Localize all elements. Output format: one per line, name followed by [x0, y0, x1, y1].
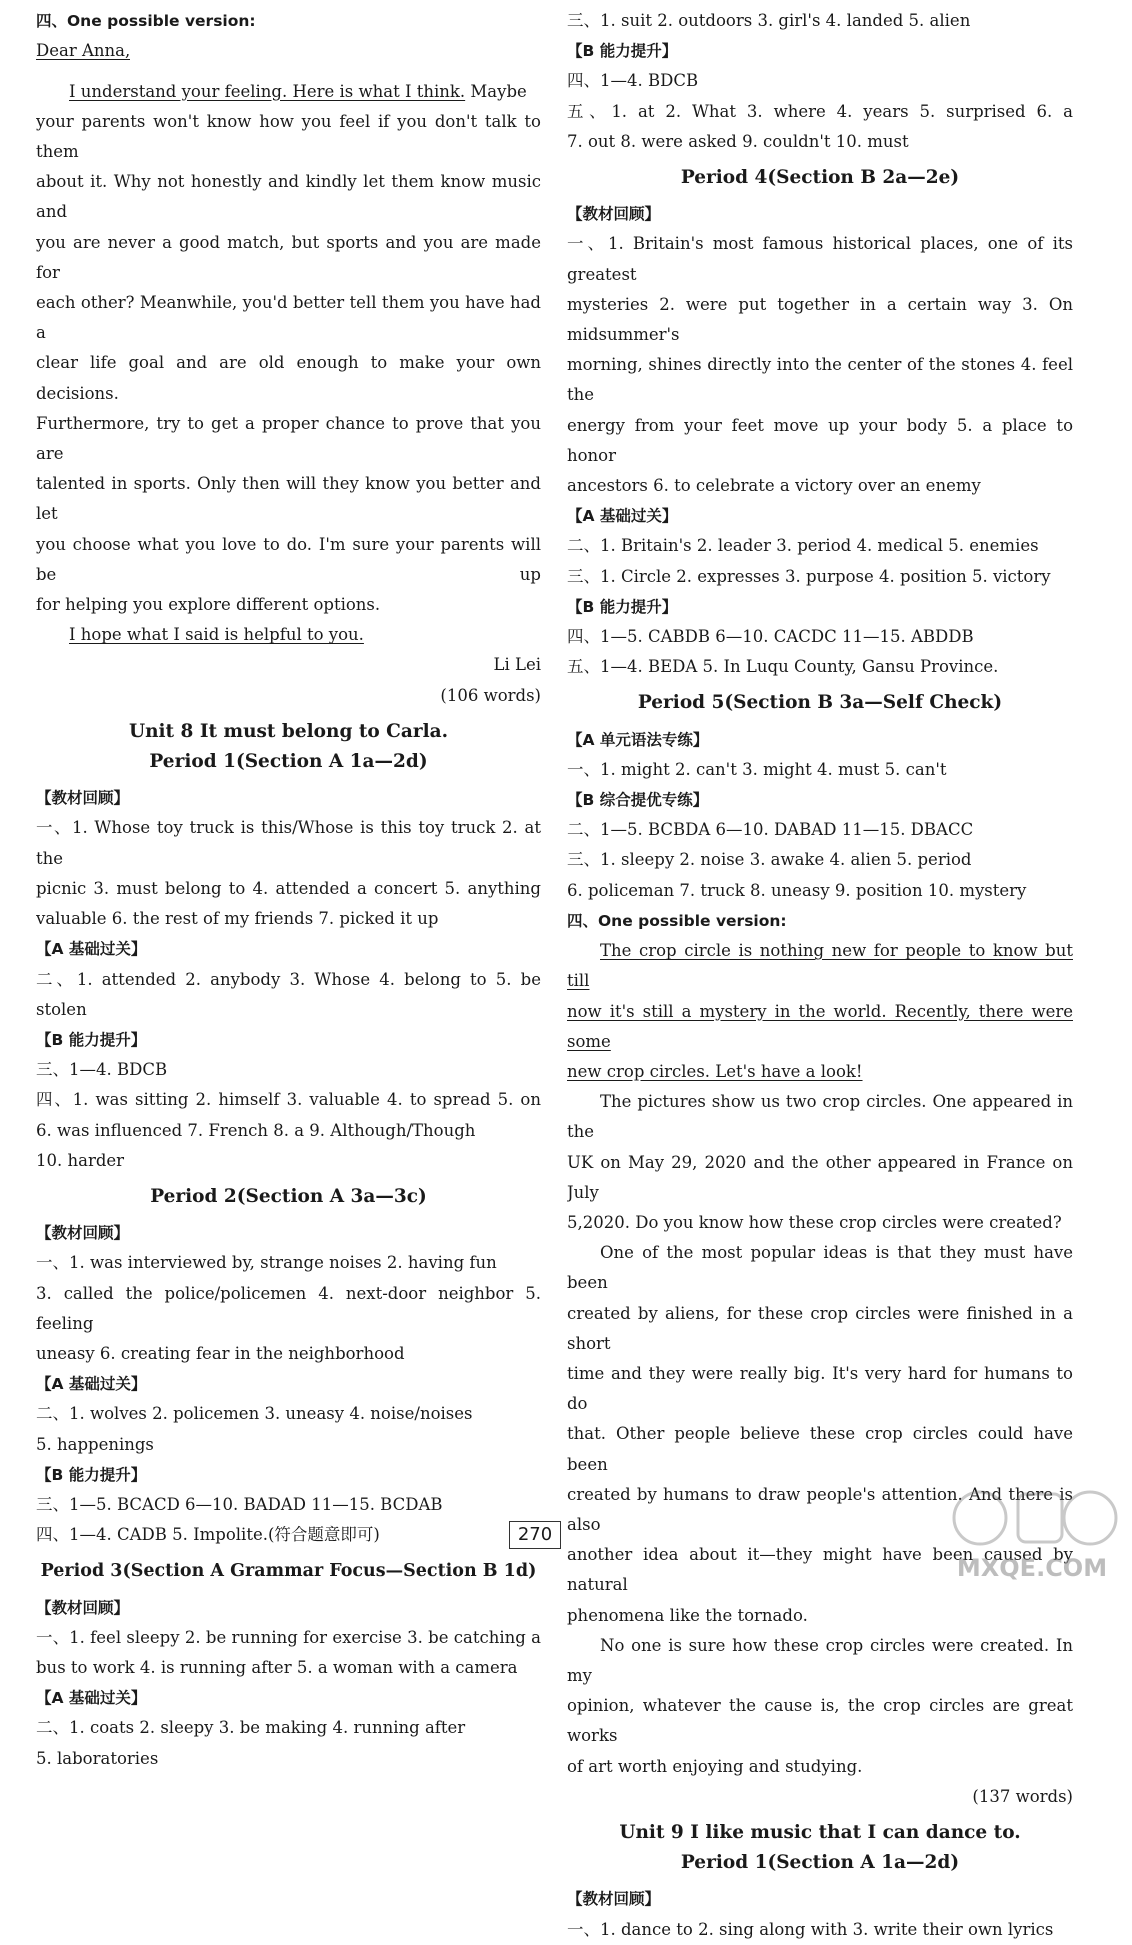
essay-line: about it. Why not honestly and kindly let them know music and: [36, 172, 541, 222]
essay-line: No one is sure how these crop circles were created. In my: [567, 1635, 1073, 1685]
answer-line: 二、1. coats 2. sleepy 3. be making 4. running after: [36, 1718, 466, 1738]
answer-line: 四、1—5. CABDB 6—10. CACDC 11—15. ABDDB: [567, 627, 974, 647]
answer-line: picnic 3. must belong to 4. attended a concert 5. anything: [36, 878, 541, 898]
section-tag: 【A 单元语法专练】: [567, 730, 709, 749]
salutation: Dear Anna,: [36, 41, 131, 61]
word-count: (137 words): [972, 1786, 1073, 1806]
answer-line: 二、1. Britain's 2. leader 3. period 4. medical 5. enemies: [567, 536, 1039, 556]
answer-line: 五、1—4. BEDA 5. In Luqu County, Gansu Province.: [567, 657, 999, 677]
essay-heading: 四、One possible version:: [36, 12, 256, 30]
essay-line: One of the most popular ideas is that they must have been: [567, 1243, 1073, 1293]
section-tag: 【教材回顾】: [567, 1890, 661, 1909]
period-title: Period 5(Section B 3a—Self Check): [637, 692, 1003, 714]
watermark-circle-icon: [1064, 1492, 1116, 1544]
essay-line: opinion, whatever the cause is, the crop circles are great works: [567, 1696, 1073, 1746]
essay-line: 5,2020. Do you know how these crop circles were created?: [567, 1212, 1062, 1232]
answer-line: 二、1. wolves 2. policemen 3. uneasy 4. noise/noises: [36, 1404, 473, 1424]
essay-line: your parents won't know how you feel if you don't talk to them: [36, 111, 541, 162]
essay-line: UK on May 29, 2020 and the other appeared in France on July: [567, 1152, 1073, 1202]
period-title: Period 1(Section A 1a—2d): [680, 1852, 960, 1874]
answer-line: 一、1. was interviewed by, strange noises 2. having fun: [36, 1253, 497, 1273]
essay-line: The crop circle is nothing new for people to know but till: [567, 941, 1073, 991]
period-title: Period 2(Section A 3a—3c): [150, 1185, 427, 1207]
answer-line: energy from your feet move up your body 5. a place to honor: [567, 415, 1073, 465]
answer-line: 三、1. suit 2. outdoors 3. girl's 4. landed 5. alien: [567, 11, 971, 30]
period-title: Period 1(Section A 1a—2d): [149, 751, 428, 773]
answer-line: valuable 6. the rest of my friends 7. picked it up: [36, 909, 439, 929]
essay-line: you are never a good match, but sports and you are made for: [36, 232, 541, 282]
period-title: Period 4(Section B 2a—2e): [680, 167, 960, 189]
section-tag: 【B 能力提升】: [567, 597, 678, 616]
essay-line: The pictures show us two crop circles. One appeared in the: [567, 1092, 1073, 1142]
answer-line: 7. out 8. were asked 9. couldn't 10. must: [567, 131, 909, 151]
period-title: Period 3(Section A Grammar Focus—Section B 1d): [40, 1561, 537, 1582]
answer-line: 五、1. at 2. What 3. where 4. years 5. surprised 6. a: [567, 101, 1073, 121]
essay-line: created by aliens, for these crop circles were finished in a short: [567, 1303, 1073, 1353]
essay-closing: I hope what I said is helpful to you.: [69, 625, 364, 645]
word-count: (106 words): [440, 685, 541, 705]
right-column: [567, 6, 1073, 1945]
watermark-box-icon: [1018, 1494, 1062, 1542]
watermark-circle-icon: [954, 1492, 1006, 1544]
answer-line: 一、1. feel sleepy 2. be running for exercise 3. be catching a: [36, 1627, 541, 1647]
answer-line: 四、1—4. BDCB: [567, 71, 699, 91]
essay-line: you choose what you love to do. I'm sure your parents will be up: [36, 534, 541, 584]
page-number: 270: [509, 1521, 561, 1549]
essay-line: that. Other people believe these crop circles could have been: [567, 1424, 1073, 1474]
answer-line: stolen: [36, 999, 87, 1019]
watermark-logo: [940, 1478, 1125, 1588]
essay-line: each other? Meanwhile, you'd better tell them you have had a: [36, 293, 541, 343]
answer-line: 10. harder: [36, 1150, 125, 1170]
answer-line: 5. laboratories: [36, 1748, 159, 1768]
section-tag: 【教材回顾】: [36, 1598, 130, 1617]
section-tag: 【A 基础过关】: [567, 507, 678, 526]
answer-line: 5. happenings: [36, 1434, 154, 1454]
answer-line: ancestors 6. to celebrate a victory over an enemy: [567, 476, 981, 496]
essay-line: clear life goal and are old enough to make your own decisions.: [36, 353, 541, 403]
section-tag: 【B 能力提升】: [567, 42, 678, 61]
answer-line: 二、1. attended 2. anybody 3. Whose 4. belong to 5. be: [36, 969, 541, 989]
answer-line: 6. was influenced 7. French 8. a 9. Although/Though: [36, 1120, 476, 1140]
essay-line: Furthermore, try to get a proper chance to prove that you are: [36, 413, 541, 464]
section-tag: 【A 基础过关】: [36, 1375, 147, 1394]
essay-line: new crop circles. Let's have a look!: [567, 1061, 863, 1081]
section-tag: 【教材回顾】: [36, 1224, 130, 1243]
answer-line: 三、1. Circle 2. expresses 3. purpose 4. position 5. victory: [567, 566, 1051, 586]
unit-title: Unit 8 It must belong to Carla.: [128, 720, 449, 742]
answer-line: 一、1. dance to 2. sing along with 3. write their own lyrics: [567, 1919, 1054, 1939]
answer-line: 一、1. might 2. can't 3. might 4. must 5. can't: [567, 759, 947, 779]
essay-line: now it's still a mystery in the world. Recently, there were some: [567, 1001, 1073, 1051]
section-tag: 【教材回顾】: [36, 789, 130, 808]
essay-heading: 四、One possible version:: [567, 911, 787, 930]
answer-line: mysteries 2. were put together in a certain way 3. On midsummer's: [567, 294, 1073, 345]
watermark-text: MXQE.COM: [956, 1554, 1108, 1582]
answer-line: 三、1—5. BCACD 6—10. BADAD 11—15. BCDAB: [36, 1494, 443, 1514]
section-tag: 【A 基础过关】: [36, 1689, 147, 1708]
essay-first-line: I understand your feeling. Here is what I think. Maybe: [69, 81, 527, 101]
answer-line: uneasy 6. creating fear in the neighborhood: [36, 1343, 405, 1363]
answer-line: morning, shines directly into the center of the stones 4. feel the: [567, 355, 1073, 405]
answer-line: bus to work 4. is running after 5. a woman with a camera: [36, 1657, 518, 1677]
answer-line: 三、1. sleepy 2. noise 3. awake 4. alien 5. period: [567, 850, 972, 870]
essay-line: for helping you explore different options.: [36, 595, 381, 615]
essay-line: created by humans to draw people's attention. And there is also: [567, 1484, 1073, 1534]
answer-line: 6. policeman 7. truck 8. uneasy 9. position 10. mystery: [567, 880, 1027, 900]
essay-line: phenomena like the tornado.: [567, 1605, 808, 1625]
answer-line: 二、1—5. BCBDA 6—10. DABAD 11—15. DBACC: [567, 820, 974, 840]
essay-line: talented in sports. Only then will they know you better and let: [36, 474, 541, 524]
essay-line: time and they were really big. It's very hard for humans to do: [567, 1363, 1073, 1414]
section-tag: 【教材回顾】: [567, 205, 661, 224]
left-column: [36, 6, 541, 1774]
essay-line: another idea about it—they might have been caused by natural: [567, 1545, 1073, 1595]
signature: Li Lei: [493, 655, 541, 675]
answer-line: 三、1—4. BDCB: [36, 1060, 168, 1080]
answer-line: 四、1. was sitting 2. himself 3. valuable 4. to spread 5. on: [36, 1090, 541, 1110]
unit-title: Unit 9 I like music that I can dance to.: [619, 1821, 1021, 1843]
answer-line: 一、1. Whose toy truck is this/Whose is this toy truck 2. at the: [36, 818, 541, 868]
section-tag: 【B 能力提升】: [36, 1030, 147, 1049]
answer-line: 3. called the police/policemen 4. next-door neighbor 5. feeling: [36, 1283, 541, 1333]
section-tag: 【B 能力提升】: [36, 1465, 147, 1484]
answer-line: 四、1—4. CADB 5. Impolite.(符合题意即可): [36, 1525, 380, 1545]
section-tag: 【B 综合提优专练】: [567, 791, 709, 810]
section-tag: 【A 基础过关】: [36, 940, 147, 959]
essay-line: of art worth enjoying and studying.: [567, 1756, 863, 1776]
answer-line: 一、1. Britain's most famous historical places, one of its greatest: [567, 234, 1073, 284]
